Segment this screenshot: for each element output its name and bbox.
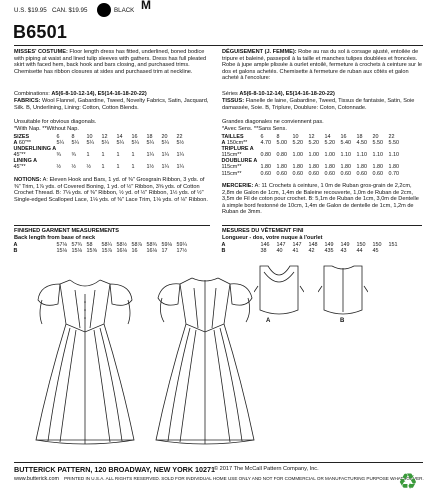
- cell: 1.10: [356, 152, 367, 159]
- finished-table: [12, 242, 190, 254]
- cell: 1.80: [340, 164, 351, 171]
- table-row: [220, 248, 403, 254]
- cell: 1.80: [292, 164, 303, 171]
- cell: 0.80: [260, 152, 271, 159]
- cell: 1: [131, 164, 135, 171]
- cell: 1: [116, 164, 120, 171]
- website: www.butterick.com: [14, 476, 59, 482]
- cell: 1: [116, 152, 120, 159]
- cell: 1.10: [372, 152, 383, 159]
- cell: 1¼: [176, 152, 184, 159]
- english-yardage-table: [12, 134, 190, 171]
- combinations-value: A5(6-8-10-12-14), E5(14-16-18-20-22): [51, 91, 147, 97]
- cell: 59⅛: [161, 242, 172, 248]
- size-range: M: [141, 0, 151, 12]
- cell: 146: [260, 242, 270, 248]
- french-description: Robe au ras du sol à corsage ajusté, entoilée de tripure et baleiné, passepoil à la taille et manches tulipes doublées et froncées. Robe à jupe ample plissée à ourlet entoilé, fermeture à crochets à ceinture sur le dos et galons achetés. Chemisette à fermeture de ruban aux côtés et galon acheté à l'encolure:: [222, 49, 422, 81]
- mercerie-block: [222, 183, 422, 216]
- recycle-icon: ♻: [398, 469, 418, 494]
- cell: 1.80: [356, 164, 367, 171]
- cell: 41: [292, 248, 299, 255]
- cell: 58¼: [101, 242, 112, 248]
- cell: 5.50: [388, 140, 399, 147]
- row-label: 115cm**: [221, 170, 242, 177]
- copyright: © 2017 The McCall Pattern Company, Inc.: [214, 466, 319, 472]
- triplure-label: TRIPLURE A: [221, 146, 254, 153]
- row-label: A: [13, 242, 18, 248]
- cell: 148: [308, 242, 318, 248]
- cell: 5¼: [56, 140, 64, 147]
- cell: 57⅛: [56, 242, 67, 248]
- cell: 57¾: [71, 242, 82, 248]
- cell: 1.00: [324, 152, 335, 159]
- cell: 4.70: [260, 140, 271, 147]
- sens-note: *Avec Sens. **Sans Sens.: [222, 126, 287, 132]
- cell: 5.20: [308, 140, 319, 147]
- cell: ½: [56, 164, 61, 171]
- cell: 58½: [116, 242, 127, 248]
- table-row: [12, 164, 190, 170]
- notions-label: NOTIONS:: [14, 177, 42, 183]
- cell: 1.80: [372, 164, 383, 171]
- cell: 149: [324, 242, 334, 248]
- tissus-block: [222, 98, 422, 111]
- finished-rule: [14, 225, 210, 226]
- cell: 5.40: [340, 140, 351, 147]
- mesures-table: [220, 242, 403, 254]
- cell: 0.60: [260, 170, 271, 177]
- french-title: DÉGUISEMENT (J. FEMME):: [222, 49, 297, 55]
- size-cell: 20: [161, 134, 168, 140]
- row-label: 45"**: [13, 164, 26, 171]
- cell: 1.80: [260, 164, 271, 171]
- cell: 5.50: [372, 140, 383, 147]
- cell: 15⅛: [56, 248, 67, 255]
- cell: 150: [372, 242, 382, 248]
- row-label: A: [221, 242, 226, 248]
- cell: 15⅛: [71, 248, 82, 255]
- size-cell: 10: [86, 134, 93, 140]
- cell: 1¼: [161, 164, 169, 171]
- cell: 4.50: [356, 140, 367, 147]
- cell: 5½: [176, 140, 184, 147]
- size-cell: 12: [101, 134, 108, 140]
- cell: 0.60: [308, 170, 319, 177]
- cell: 5¼: [116, 140, 124, 147]
- size-cell: 6: [56, 134, 60, 140]
- english-description: Floor length dress has fitted, underlined, boned bodice with piping at waist and lined tulip sleeves with gathers. Dress has full pleated skirt with faced hem, back hook and bars closing, and purchased trims. Chemisette has ribbon closures at sides and purchased trim at neckline.: [14, 49, 207, 75]
- cell: 1.80: [388, 164, 399, 171]
- header-rule: [14, 45, 423, 46]
- cell: 0.60: [340, 170, 351, 177]
- color-label: BLACK: [114, 7, 135, 14]
- longueur-label: Longueur - dos, votre nuque à l'ourlet: [222, 235, 323, 241]
- size-cell: 12: [308, 134, 315, 140]
- cell: 5.20: [324, 140, 335, 147]
- footer-rule-top: [14, 462, 423, 463]
- cell: 147: [276, 242, 286, 248]
- cell: 1.80: [324, 164, 335, 171]
- underlining-label: UNDERLINING A: [13, 146, 57, 153]
- cell: 1¼: [146, 152, 154, 159]
- lining-label: LINING A: [13, 158, 37, 165]
- cell: 16⅛: [116, 248, 127, 255]
- row-label: A 150cm**: [221, 140, 248, 147]
- size-cell: 10: [292, 134, 299, 140]
- cell: 42: [308, 248, 315, 255]
- illustration-label-b: B: [340, 318, 345, 324]
- tissus-text: Flanelle de laine, Gabardine, Tweed, Tissus de fantaisie, Satin, Soie damassée, Soie. B, Triplure, Doublure: Coton, Cotonnade.: [222, 98, 415, 111]
- cell: ½: [86, 164, 91, 171]
- row-label: 115cm**: [221, 164, 242, 171]
- cell: 1.00: [308, 152, 319, 159]
- size-cell: 22: [388, 134, 395, 140]
- cell: 5¼: [146, 140, 154, 147]
- fabrics-text: Wool Flannel, Gabardine, Tweed, Novelty Fabrics, Satin, Jacquard, Silk. B, Underlining, Lining: Cotton, Cotton Blends.: [14, 98, 209, 111]
- cell: 1½: [146, 164, 154, 171]
- size-cell: 14: [324, 134, 331, 140]
- fabrics-label: FABRICS:: [14, 98, 41, 104]
- size-cell: 20: [372, 134, 379, 140]
- cell: 5¼: [161, 140, 169, 147]
- english-description-block: [14, 49, 210, 75]
- cell: 15⅝: [86, 248, 97, 255]
- cell: 15⅞: [101, 248, 112, 255]
- price-can: CAN. $19.95: [52, 7, 88, 14]
- doublure-label: DOUBLURE A: [221, 158, 258, 165]
- size-cell: 22: [176, 134, 183, 140]
- cell: 1: [101, 152, 105, 159]
- cell: 38: [260, 248, 267, 255]
- cell: 5.20: [292, 140, 303, 147]
- company-line: BUTTERICK PATTERN, 120 BROADWAY, NEW YORK 10271: [14, 465, 216, 474]
- color-dot-icon: [97, 3, 111, 17]
- cell: 0.70: [388, 170, 399, 177]
- cell: [387, 248, 403, 254]
- cell: 147: [292, 242, 302, 248]
- size-cell: 8: [71, 134, 75, 140]
- size-cell: 18: [356, 134, 363, 140]
- cell: 1.10: [340, 152, 351, 159]
- cell: 1.10: [388, 152, 399, 159]
- cell: 0.60: [356, 170, 367, 177]
- table-row: [220, 171, 403, 177]
- notions-block: [14, 177, 210, 203]
- sizes-label: SIZES: [13, 134, 30, 140]
- size-cell: 8: [276, 134, 280, 140]
- cell: 1¼: [161, 152, 169, 159]
- cell: 1: [131, 152, 135, 159]
- mesures-rule: [222, 225, 422, 226]
- cell: 0.60: [292, 170, 303, 177]
- row-label: B: [13, 248, 18, 255]
- cell: 1.80: [276, 164, 287, 171]
- cell: 43: [340, 248, 347, 255]
- cell: 59¼: [176, 242, 187, 248]
- pattern-number: B6501: [13, 22, 68, 42]
- size-cell: 14: [116, 134, 123, 140]
- dress-front-illustration: [30, 262, 140, 452]
- cell: 0.60: [324, 170, 335, 177]
- finished-label: FINISHED GARMENT MEASUREMENTS: [14, 228, 120, 234]
- cell: 45: [372, 248, 379, 255]
- cell: 5¼: [71, 140, 79, 147]
- size-cell: 16: [340, 134, 347, 140]
- back-length-label: Back length from base of neck: [14, 235, 96, 241]
- row-label: A 60"**: [13, 140, 32, 147]
- notions-text: A: Eleven Hook and Bars, 1 yd. of ⅜" Grosgrain Ribbon, 3 yds. of ⅜" Trim, 1⅞ yds. of Covered Boning, 1 yd. of ½" Ribbon, 3⅝ yds. of Cotton Crochet Thread. B: 7⅛ yds. of ⅜" Ribbon, ½ yd. of ½" Ribbon, 1½ yds. of ½" Single-edged Scalloped Lace, 1⅛ yds. of ⅜" Lace Trim, 1⅛ yds. of ⅛" Ribbon.: [14, 177, 208, 203]
- mercerie-text: A: 11 Crochets à ceinture, 1 0m de Ruban gros-grain de 2,2cm, 2,8m de Galon de 1cm, 1,4m de Baleine recouverte, 1,0m de Ruban de 2cm, 3,5m de Fil de coton pour crochet. B: 5,1m de Ruban de 1cm, 3,0m de Dentelle à simple bord festonné de 10cm, 1,4m de Galon de dentelle de 1cm, 1,2m de Ruban de 3mm.: [222, 183, 419, 215]
- cell: 16: [131, 248, 138, 255]
- cell: 16⅛: [146, 248, 157, 255]
- combinations-line: [14, 91, 147, 98]
- cell: 1.00: [292, 152, 303, 159]
- cell: 58: [86, 242, 93, 248]
- cell: 44: [356, 248, 363, 255]
- fabrics-block: [14, 98, 210, 111]
- cell: ¾: [56, 152, 61, 159]
- cell: 435: [324, 248, 334, 255]
- tissus-label: TISSUS:: [222, 98, 245, 104]
- french-yardage-table: [220, 134, 403, 177]
- series-line: [222, 91, 335, 98]
- table-row: [12, 248, 190, 254]
- row-label: 115cm**: [221, 152, 242, 159]
- cell: 1: [86, 152, 90, 159]
- size-cell: 6: [260, 134, 264, 140]
- cell: 58⅞: [131, 242, 142, 248]
- size-cell: 18: [146, 134, 153, 140]
- cell: 5.00: [276, 140, 287, 147]
- english-title: MISSES' COSTUME:: [14, 49, 68, 55]
- series-label: Séries: [222, 91, 238, 97]
- diagonales-note: Grandes diagonales ne conviennent pas.: [222, 119, 324, 125]
- cell: ¾: [71, 152, 76, 159]
- cell: 1.80: [308, 164, 319, 171]
- cell: 1¼: [176, 164, 184, 171]
- series-value: A5(6-8-10-12-14), E5(14-16-18-20-22): [239, 91, 335, 97]
- size-cell: 16: [131, 134, 138, 140]
- cell: 17: [161, 248, 168, 255]
- mesures-label: MESURES DU VÊTEMENT FINI: [222, 228, 304, 234]
- combinations-label: Combinations:: [14, 91, 50, 97]
- nap-note: *With Nap. **Without Nap.: [14, 126, 79, 132]
- cell: ½: [71, 164, 76, 171]
- price-us: U.S. $19.95: [14, 7, 47, 14]
- cell: 151: [388, 242, 398, 248]
- row-label: B: [221, 248, 226, 255]
- cell: 0.80: [276, 152, 287, 159]
- french-description-block: [222, 49, 422, 82]
- cell: 58¾: [146, 242, 157, 248]
- cell: 5¼: [101, 140, 109, 147]
- mercerie-label: MERCERIE:: [222, 183, 254, 189]
- row-label: 45"**: [13, 152, 26, 159]
- cell: 40: [276, 248, 283, 255]
- cell: 150: [356, 242, 366, 248]
- cell: 0.60: [276, 170, 287, 177]
- chemisette-front-illustration: [254, 262, 304, 322]
- cell: 0.60: [372, 170, 383, 177]
- tailles-label: TAILLES: [221, 134, 244, 140]
- printed-notice: PRINTED IN U.S.A. ALL RIGHTS RESERVED. SOLD FOR INDIVIDUAL HOME USE ONLY AND NOT FOR COMMERCIAL OR MANUFACTURING PURPOSE WHATSOEVER.: [64, 476, 424, 481]
- cell: 1: [101, 164, 105, 171]
- cell: 149: [340, 242, 350, 248]
- chemisette-back-illustration: [318, 262, 368, 322]
- cell: 5¼: [86, 140, 94, 147]
- dress-back-illustration: [150, 262, 260, 452]
- unsuitable-note: Unsuitable for obvious diagonals.: [14, 119, 97, 125]
- cell: 5¼: [131, 140, 139, 147]
- illustration-label-a: A: [266, 318, 271, 324]
- cell: 17½: [176, 248, 187, 255]
